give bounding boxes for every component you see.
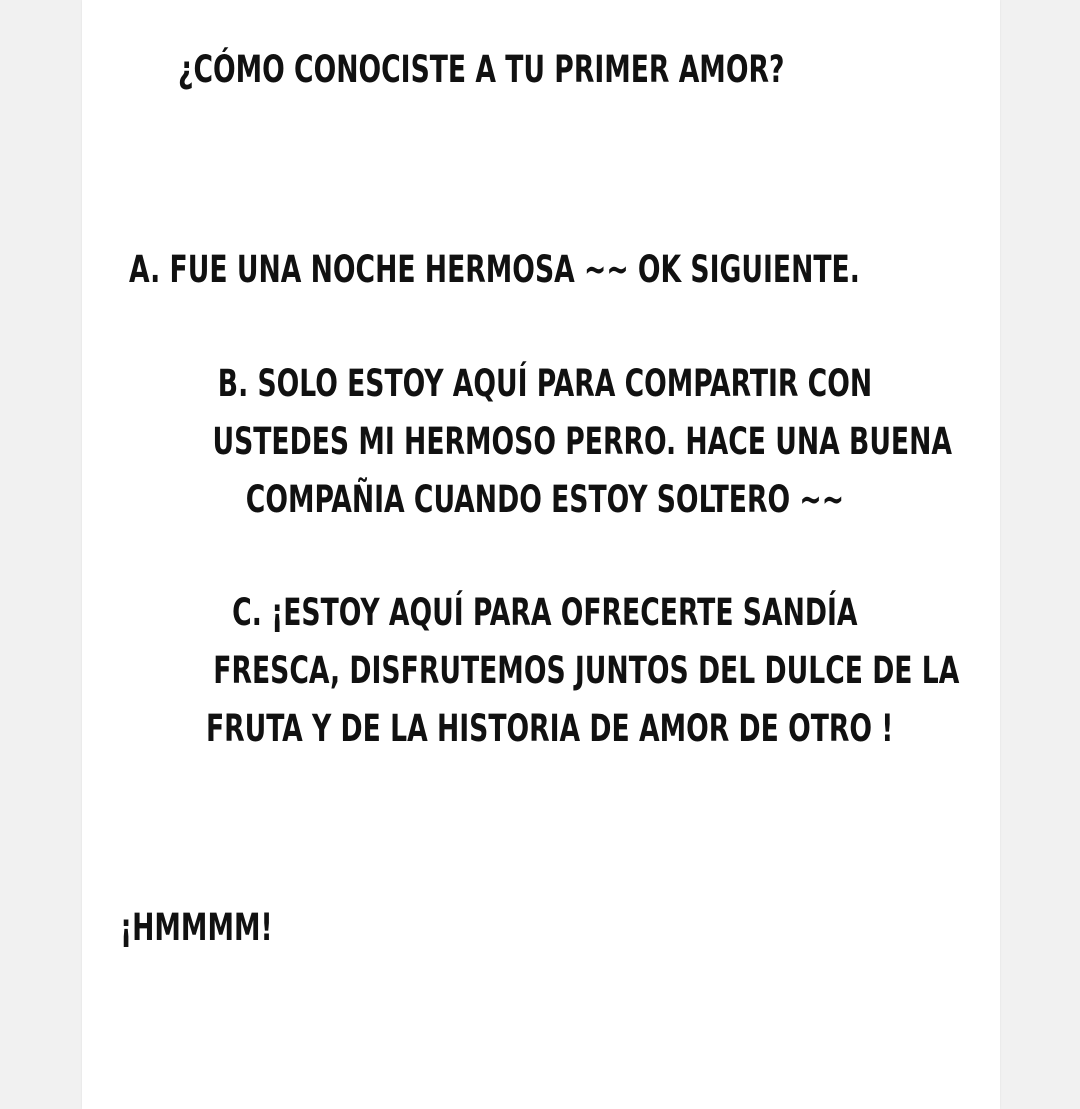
- option-c-line-2: FRESCA, DISFRUTEMOS JUNTOS DEL DULCE DE LA: [213, 649, 960, 692]
- option-b-line-2: USTEDES MI HERMOSO PERRO. HACE UNA BUENA: [212, 420, 953, 463]
- option-b-line-1: B. SOLO ESTOY AQUÍ PARA COMPARTIR CON: [217, 362, 873, 405]
- option-c-line-1: C. ¡ESTOY AQUÍ PARA OFRECERTE SANDÍA: [232, 591, 858, 634]
- option-c-line-3: FRUTA Y DE LA HISTORIA DE AMOR DE OTRO !: [205, 707, 894, 750]
- question-title: ¿CÓMO CONOCISTE A TU PRIMER AMOR?: [178, 48, 785, 91]
- option-b-line-3: COMPAÑIA CUANDO ESTOY SOLTERO ~~: [245, 478, 845, 521]
- option-b: [120, 355, 970, 529]
- option-c: [120, 584, 970, 758]
- option-a: A. FUE UNA NOCHE HERMOSA ~~ OK SIGUIENTE.: [129, 248, 860, 291]
- exclamation-text: ¡HMMMM!: [120, 906, 273, 949]
